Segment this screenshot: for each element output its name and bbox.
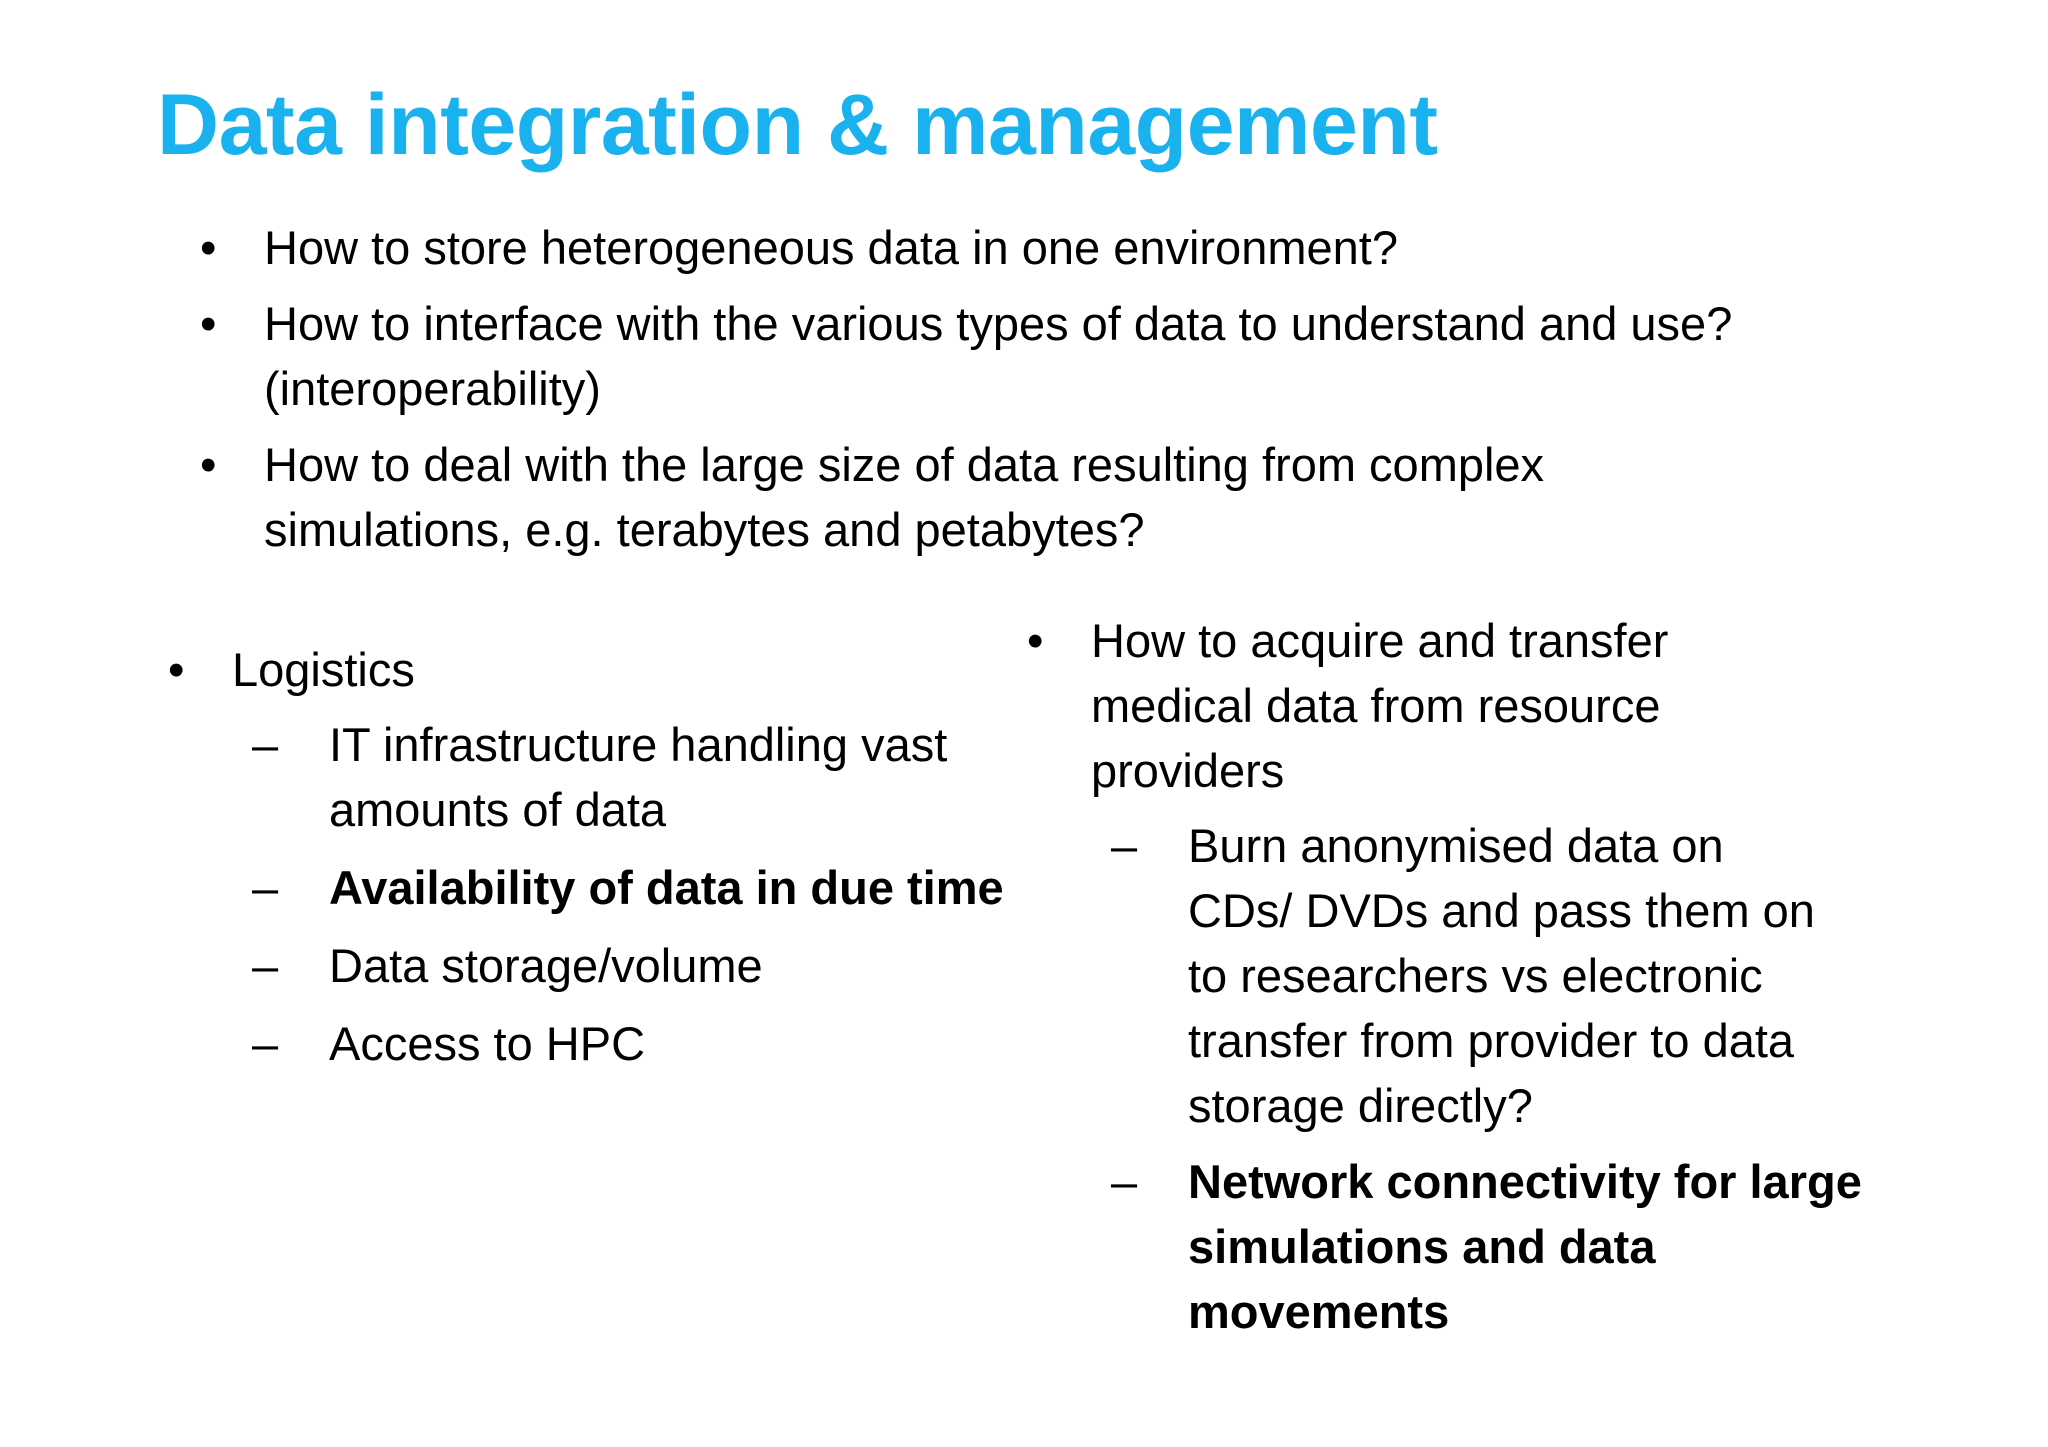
dash-marker: – [252, 939, 279, 992]
top-bullet-3-text: How to deal with the large size of data resulting from complex simulations, e.g. terabytes and petabytes? [264, 438, 1545, 556]
dash-marker: – [252, 718, 279, 771]
bullet-marker: • [200, 221, 217, 274]
top-bullet-2 [200, 291, 1824, 421]
left-sub-item-2-text: Availability of data in due time [329, 861, 1004, 914]
bullet-marker: • [200, 297, 217, 350]
right-sub-wrapper [1099, 813, 1957, 1344]
left-heading-item [168, 637, 1008, 702]
left-sub-item-4 [252, 1011, 1008, 1076]
left-sub-wrapper [252, 712, 1008, 1076]
left-column-list [168, 637, 1008, 1089]
top-bullet-list [200, 215, 1900, 573]
top-bullet-1 [200, 215, 1900, 280]
left-sub-item-1-text: IT infrastructure handling vast amounts of data [329, 718, 948, 836]
left-sub-item-3-text: Data storage/volume [329, 939, 763, 992]
top-bullet-3 [200, 432, 1704, 562]
right-sub-item-2 [1111, 1149, 1888, 1344]
left-sub-item-2 [252, 855, 1008, 920]
bullet-marker: • [200, 438, 217, 491]
left-sub-list [252, 712, 1008, 1076]
dash-marker: – [1111, 819, 1138, 872]
left-heading: Logistics [232, 643, 415, 696]
right-sub-item-1-text: Burn anonymised data on CDs/ DVDs and pass them on to researchers vs electronic transfer from provider to data storage directly? [1188, 819, 1815, 1132]
top-bullet-2-text: How to interface with the various types of data to understand and use? (interoperability) [264, 297, 1733, 415]
right-sub-item-1 [1111, 813, 1818, 1138]
right-heading-item [1027, 608, 1741, 803]
dash-marker: – [252, 861, 279, 914]
left-sub-item-4-text: Access to HPC [329, 1017, 646, 1070]
bullet-marker: • [1027, 614, 1044, 667]
right-sub-item-2-text: Network connectivity for large simulations and data movements [1188, 1155, 1862, 1338]
slide-title: Data integration & management [157, 77, 1438, 173]
dash-marker: – [1111, 1155, 1138, 1208]
top-bullet-1-text: How to store heterogeneous data in one environment? [264, 221, 1398, 274]
right-sub-list [1111, 813, 1957, 1344]
right-heading: How to acquire and transfer medical data from resource providers [1091, 614, 1669, 797]
left-sub-item-1 [252, 712, 1009, 842]
right-column-list [1027, 608, 1957, 1355]
left-sub-item-3 [252, 933, 1008, 998]
bullet-marker: • [168, 643, 185, 696]
dash-marker: – [252, 1017, 279, 1070]
